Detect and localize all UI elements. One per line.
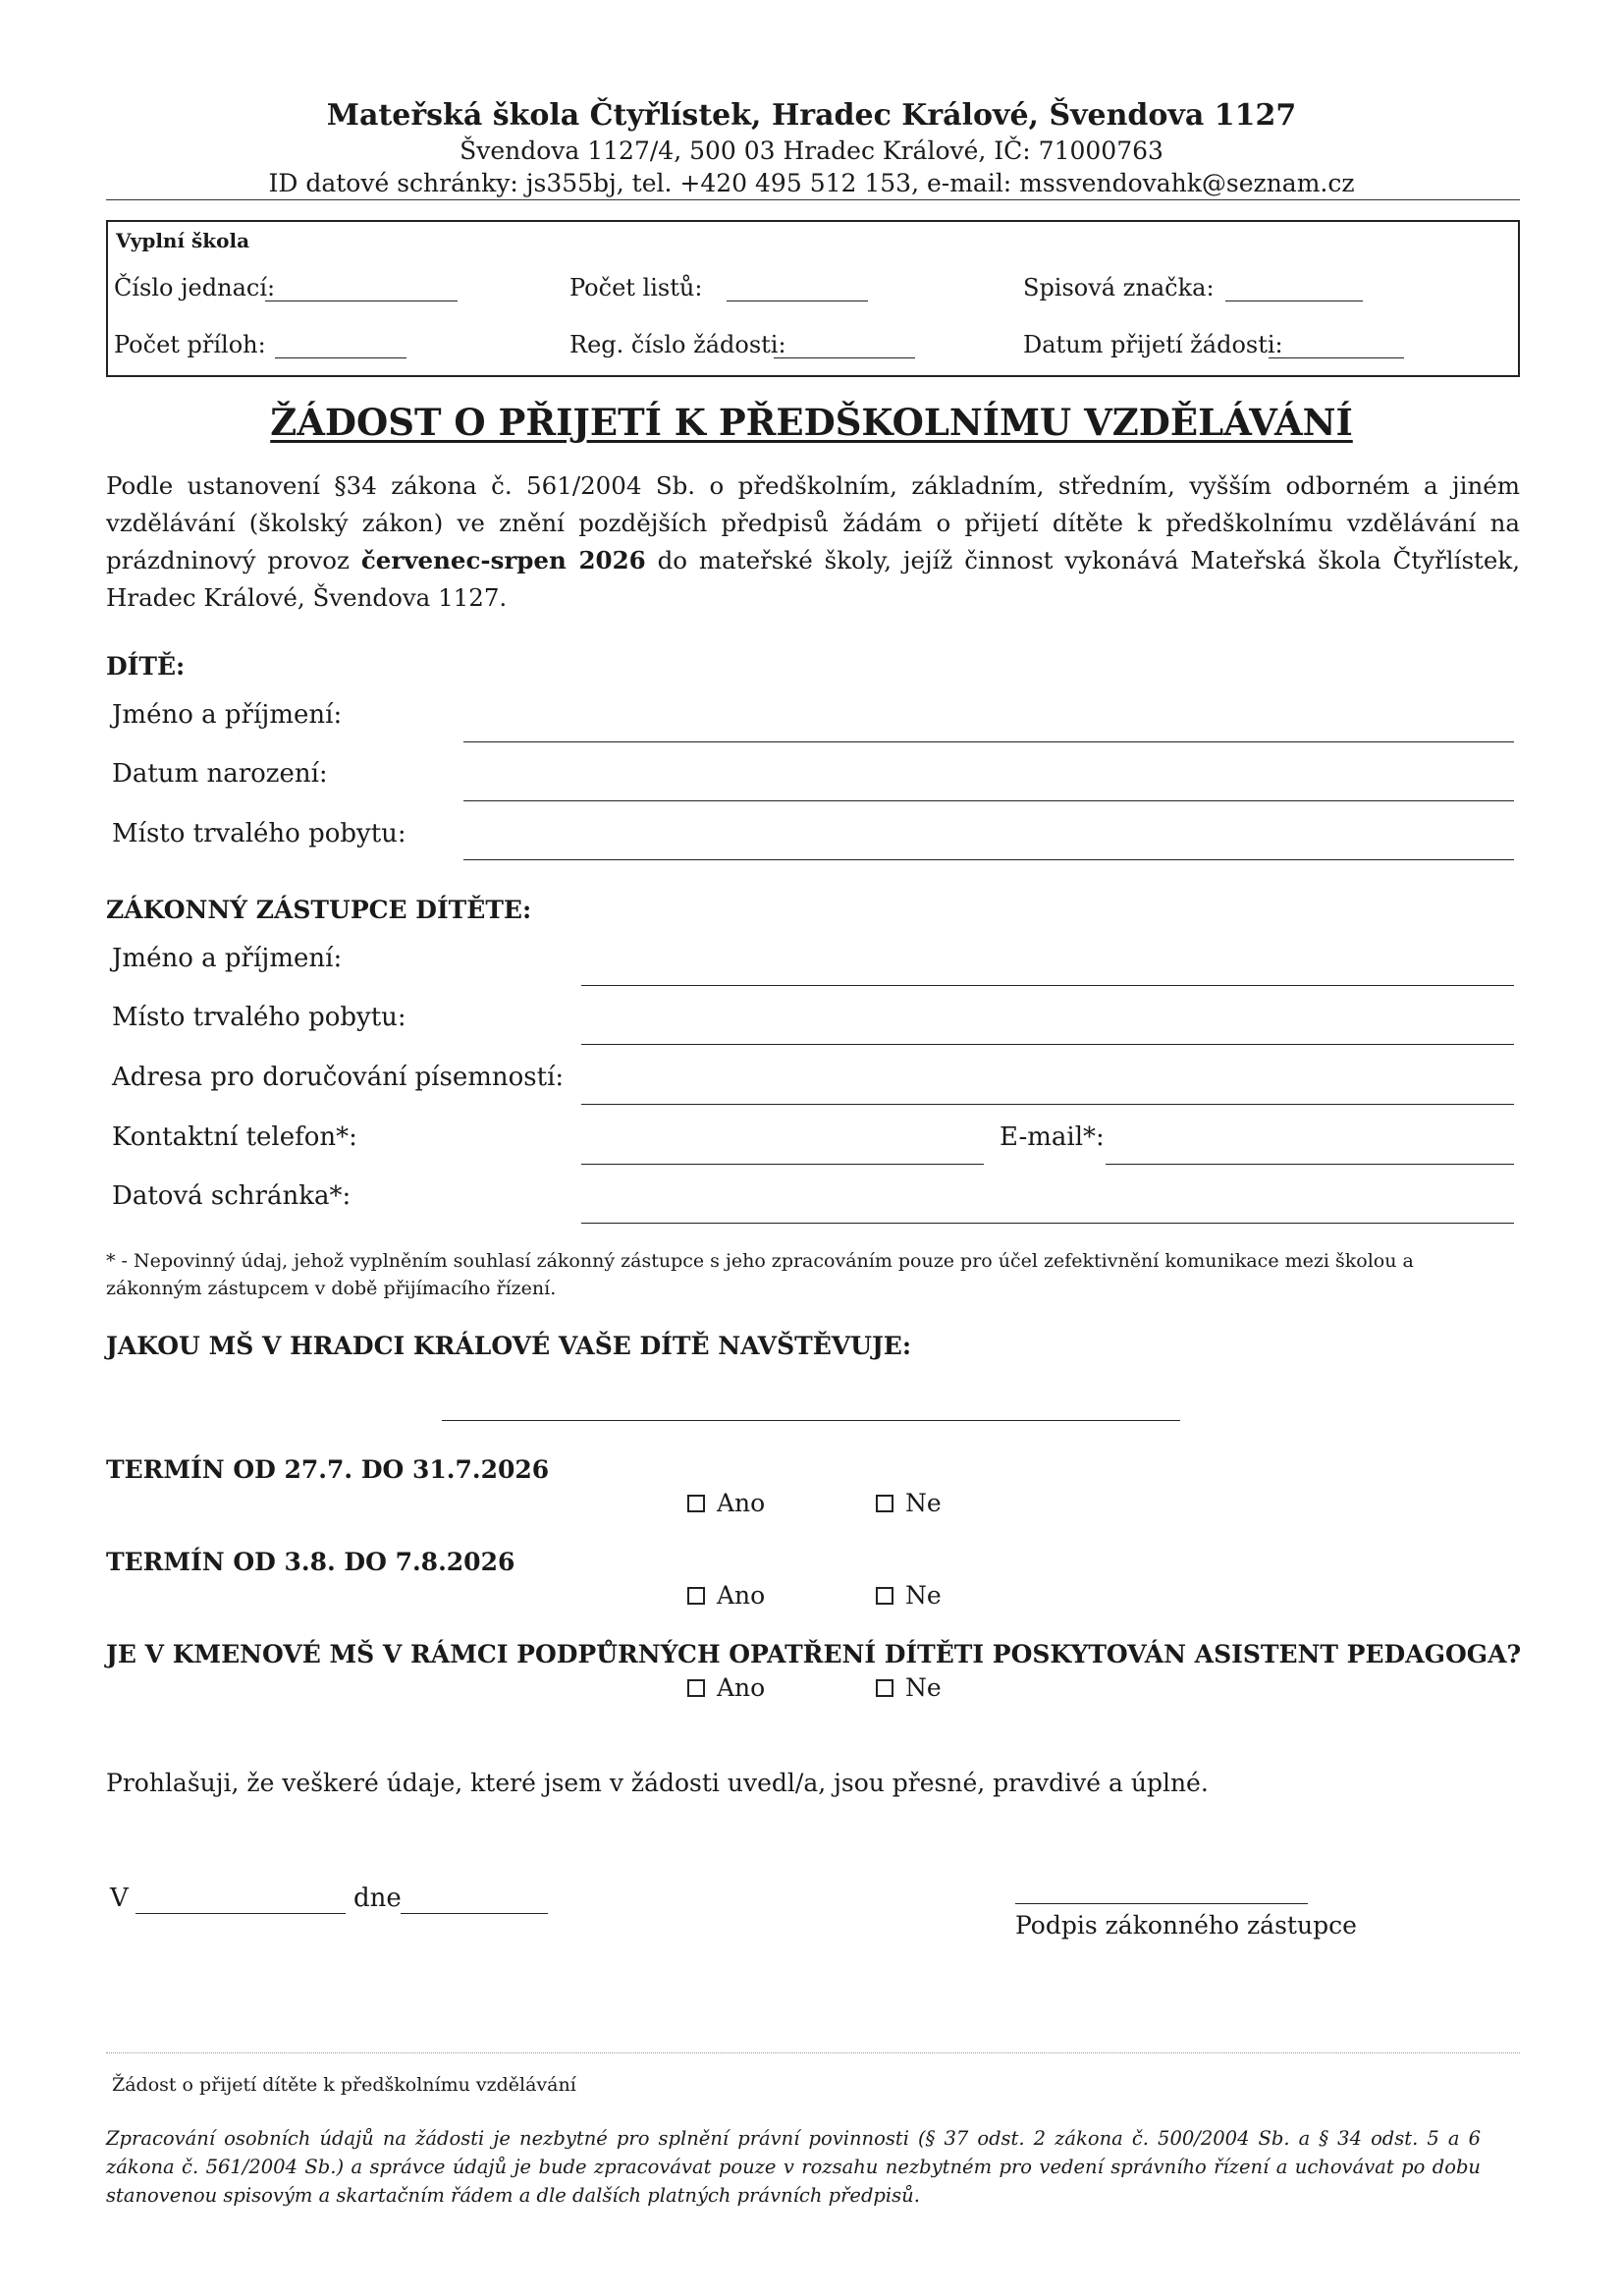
checkbox-icon[interactable] — [687, 1679, 705, 1697]
term-1-yes-label: Ano — [717, 1489, 766, 1517]
date-prefix: dne — [353, 1884, 402, 1913]
guardian-databox-label: Datová schránka*: — [112, 1181, 352, 1211]
reg-cislo-field[interactable] — [774, 357, 915, 358]
school-address: Švendova 1127/4, 500 03 Hradec Králové, IČ: 71000763 — [460, 137, 1163, 165]
header-divider — [106, 199, 1520, 200]
guardian-heading: ZÁKONNÝ ZÁSTUPCE DÍTĚTE: — [106, 896, 532, 924]
child-residence-label: Místo trvalého pobytu: — [112, 819, 406, 848]
guardian-residence-label: Místo trvalého pobytu: — [112, 1003, 406, 1032]
assistant-yes-option[interactable] — [687, 1673, 765, 1702]
term-2-no-label: Ne — [905, 1581, 942, 1610]
term-1-yes-option[interactable] — [687, 1489, 765, 1517]
assistant-question: JE V KMENOVÉ MŠ V RÁMCI PODPŮRNÝCH OPATŘENÍ DÍTĚTI POSKYTOVÁN ASISTENT PEDAGOGA? — [106, 1640, 1522, 1668]
guardian-email-label: E-mail*: — [1000, 1122, 1105, 1152]
checkbox-icon[interactable] — [876, 1587, 893, 1605]
footer-doc-name: Žádost o přijetí dítěte k předškolnímu vzdělávání — [112, 2074, 576, 2096]
intro-period: červenec-srpen 2026 — [360, 546, 646, 574]
term-2-label: TERMÍN OD 3.8. DO 7.8.2026 — [106, 1548, 515, 1576]
signature-field[interactable] — [1015, 1903, 1308, 1904]
optional-footnote: * - Nepovinný údaj, jehož vyplněním souhlasí zákonný zástupce s jeho zpracováním pouze pro účel zefektivnění komunikace mezi školou a zákonným zástupcem v době přijímacího řízení. — [106, 1250, 1414, 1299]
child-birth-field[interactable] — [463, 800, 1514, 801]
datum-prijeti-label: Datum přijetí žádosti: — [1023, 331, 1283, 358]
assistant-no-option[interactable] — [876, 1673, 942, 1702]
term-1-label: TERMÍN OD 27.7. DO 31.7.2026 — [106, 1455, 550, 1484]
child-heading: DÍTĚ: — [106, 652, 186, 681]
pocet-priloh-field[interactable] — [275, 357, 406, 358]
footer-divider — [106, 2052, 1520, 2053]
child-residence-field[interactable] — [463, 859, 1514, 860]
signature-label: Podpis zákonného zástupce — [1015, 1911, 1357, 1940]
guardian-databox-field[interactable] — [581, 1223, 1514, 1224]
guardian-email-field[interactable] — [1106, 1164, 1514, 1165]
guardian-phone-field[interactable] — [581, 1164, 984, 1165]
guardian-name-field[interactable] — [581, 985, 1514, 986]
checkbox-icon[interactable] — [687, 1495, 705, 1512]
guardian-residence-field[interactable] — [581, 1044, 1514, 1045]
school-box-title: Vyplní škola — [116, 229, 250, 252]
pocet-listu-label: Počet listů: — [569, 274, 703, 301]
guardian-phone-label: Kontaktní telefon*: — [112, 1122, 357, 1152]
checkbox-icon[interactable] — [687, 1587, 705, 1605]
checkbox-icon[interactable] — [876, 1679, 893, 1697]
attending-question: JAKOU MŠ V HRADCI KRÁLOVÉ VAŠE DÍTĚ NAVŠTĚVUJE: — [106, 1332, 912, 1360]
attending-field[interactable] — [442, 1420, 1180, 1421]
assistant-yes-label: Ano — [717, 1673, 766, 1702]
term-2-yes-option[interactable] — [687, 1581, 765, 1610]
place-prefix: V — [110, 1884, 129, 1913]
child-name-field[interactable] — [463, 741, 1514, 742]
pocet-priloh-label: Počet příloh: — [114, 331, 266, 358]
spisova-znacka-label: Spisová značka: — [1023, 274, 1215, 301]
intro-paragraph — [106, 467, 1520, 617]
date-field[interactable] — [401, 1913, 548, 1914]
school-name: Mateřská škola Čtyřlístek, Hradec Králové, Švendova 1127 — [326, 98, 1297, 133]
assistant-no-label: Ne — [905, 1673, 942, 1702]
child-birth-label: Datum narození: — [112, 759, 328, 789]
school-contact: ID datové schránky: js355bj, tel. +420 495 512 153, e-mail: mssvendovahk@seznam.cz — [268, 169, 1355, 197]
footer-gdpr-note: Zpracování osobních údajů na žádosti je nezbytné pro splnění právní povinnosti (§ 37 odst. 2 zákona č. 500/2004 Sb. a § 34 odst. 5 a 6 zákona č. 561/2004 Sb.) a správce údajů je bude zpracovávat pouze v rozsahu nezbytném pro vedení správního řízení a uchovávat po dobu stanovenou spisovým a skartačním řádem a dle dalších platných právních předpisů. — [106, 2127, 1481, 2207]
child-name-label: Jméno a příjmení: — [112, 700, 343, 730]
cislo-jednaci-label: Číslo jednací: — [114, 274, 276, 301]
term-2-no-option[interactable] — [876, 1581, 942, 1610]
place-field[interactable] — [135, 1913, 346, 1914]
term-1-no-label: Ne — [905, 1489, 942, 1517]
datum-prijeti-field[interactable] — [1269, 357, 1404, 358]
term-2-yes-label: Ano — [717, 1581, 766, 1610]
declaration-text: Prohlašuji, že veškeré údaje, které jsem v žádosti uvedl/a, jsou přesné, pravdivé a úplné. — [106, 1769, 1209, 1797]
guardian-delivery-label: Adresa pro doručování písemností: — [112, 1063, 565, 1092]
intro-part1: Podle ustanovení §34 zákona č. 561/2004 Sb. o předškolním, základním, středním, vyšším odborném a jiném vzdělávání (školský zákon) ve znění pozdějších předpisů žádám o přijetí dítěte k předškolnímu vzdělávání na prázdninový provoz — [106, 471, 1520, 574]
intro-part2: do mateřské školy, jejíž činnost vykonává Mateřská škola Čtyřlístek, Hradec Králové, Švendova 1127. — [106, 546, 1520, 612]
checkbox-icon[interactable] — [876, 1495, 893, 1512]
guardian-name-label: Jméno a příjmení: — [112, 944, 343, 973]
school-fill-box — [106, 220, 1520, 377]
document-title: ŽÁDOST O PŘIJETÍ K PŘEDŠKOLNÍMU VZDĚLÁVÁNÍ — [270, 401, 1353, 444]
term-1-no-option[interactable] — [876, 1489, 942, 1517]
reg-cislo-label: Reg. číslo žádosti: — [569, 331, 786, 358]
guardian-delivery-field[interactable] — [581, 1104, 1514, 1105]
